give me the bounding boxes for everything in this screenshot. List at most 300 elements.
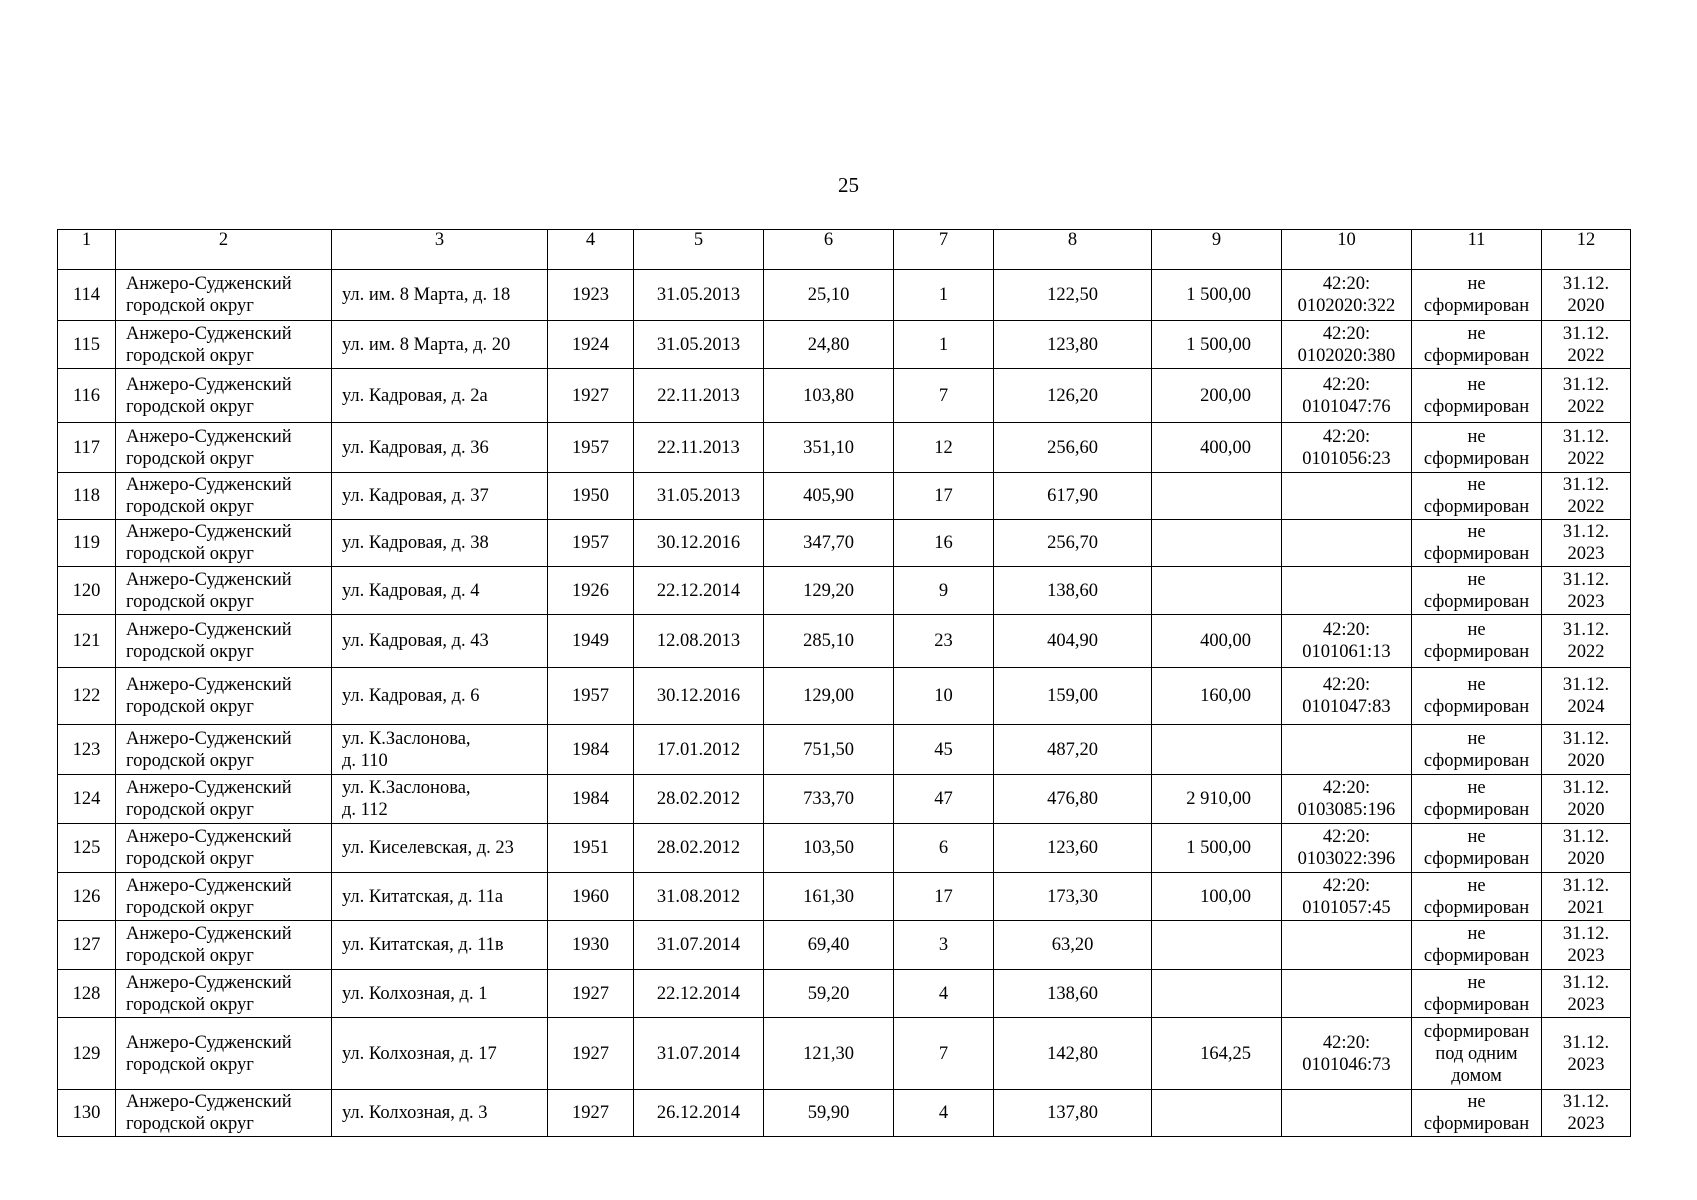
district-cell-line: городской округ [126,396,254,417]
cadastral-number-cell [1282,520,1412,567]
column-9-cell [1152,873,1282,921]
column-8-cell [994,824,1152,873]
year-cell [548,473,634,520]
table-row [58,970,1631,1018]
row-number-cell-line: 127 [72,935,101,955]
address-cell [332,567,548,615]
column-8-cell-line: 173,30 [1047,886,1098,907]
area-cell [764,1018,894,1090]
cadastral-number-cell-line: 42:20: [1322,778,1371,798]
people-cell-line: 16 [934,533,953,553]
people-cell-line: 45 [934,739,953,760]
district-cell-line: городской округ [126,994,254,1015]
area-cell [764,1090,894,1137]
housing-table [57,229,1631,1137]
column-8-cell-line: 617,90 [1047,486,1098,506]
people-cell [894,423,994,473]
land-status-cell [1412,1018,1542,1090]
row-number-cell-line: 121 [72,631,101,651]
area-cell [764,567,894,615]
land-status-cell-line: сформирован [1423,345,1530,366]
column-8-cell-line: 138,60 [1047,983,1098,1004]
column-9-cell-line: 164,25 [1200,1043,1251,1064]
district-cell-line: городской округ [126,544,254,564]
date-cell [634,1090,764,1137]
land-status-cell-line: сформирован [1423,994,1530,1015]
column-header: 2 [116,230,332,270]
people-cell-line: 6 [938,838,949,858]
cadastral-number-cell [1282,921,1412,970]
district-cell [116,824,332,873]
deadline-cell-line: 31.12. [1562,522,1610,542]
cadastral-number-cell-line: 42:20: [1322,827,1371,847]
land-status-cell-line: сформирован [1423,642,1530,662]
deadline-cell-line: 2023 [1567,1114,1605,1134]
area-cell [764,668,894,725]
deadline-cell-line: 31.12. [1562,620,1610,640]
address-cell-line: ул. Колхозная, д. 1 [342,983,488,1004]
column-9-cell [1152,725,1282,775]
district-cell [116,873,332,921]
deadline-cell-line: 31.12. [1562,972,1610,993]
land-status-cell-line: сформирован [1423,448,1530,469]
area-cell-line: 59,90 [807,1103,850,1123]
column-8-cell [994,615,1152,668]
deadline-cell-line: 2020 [1567,750,1605,771]
year-cell [548,970,634,1018]
column-number-row [58,230,1631,270]
district-cell-line: Анжеро-Судженский [126,1032,292,1053]
deadline-cell-line: 31.12. [1562,475,1610,495]
address-cell [332,921,548,970]
table-row [58,921,1631,970]
year-cell-line: 1927 [572,1103,609,1123]
column-8-cell-line: 256,60 [1047,437,1098,458]
year-cell-line: 1951 [572,838,609,858]
area-cell-line: 25,10 [807,285,850,305]
district-cell [116,369,332,423]
address-cell-line: ул. Кадровая, д. 43 [342,631,489,651]
deadline-cell-line: 31.12. [1562,778,1610,798]
cadastral-number-cell [1282,270,1412,321]
cadastral-number-cell-line: 0101057:45 [1302,897,1391,918]
deadline-cell-line: 31.12. [1562,426,1610,447]
table-row [58,1090,1631,1137]
year-cell-line: 1923 [572,285,609,305]
district-cell-line: городской округ [126,1054,254,1075]
column-8-cell [994,321,1152,369]
people-cell-line: 23 [934,631,953,651]
cadastral-number-cell-line: 0103085:196 [1297,800,1396,820]
row-number-cell-line: 129 [72,1043,101,1064]
address-cell-line: ул. Колхозная, д. 17 [342,1043,497,1064]
column-8-cell-line: 256,70 [1047,533,1098,553]
people-cell-line: 4 [938,983,949,1004]
cadastral-number-cell-line: 42:20: [1322,323,1371,344]
land-status-cell-line: сформирован [1423,296,1530,316]
cadastral-number-cell [1282,473,1412,520]
year-cell [548,668,634,725]
land-status-cell-line: сформирован [1423,1021,1530,1042]
table-row [58,321,1631,369]
column-9-cell [1152,1090,1282,1137]
column-9-cell [1152,615,1282,668]
district-cell [116,423,332,473]
row-number-cell [58,321,116,369]
deadline-cell [1542,921,1631,970]
deadline-cell-line: 2022 [1567,497,1605,517]
area-cell [764,423,894,473]
land-status-cell [1412,1090,1542,1137]
address-cell [332,423,548,473]
district-cell-line: Анжеро-Судженский [126,374,292,395]
address-cell-line: ул. им. 8 Марта, д. 20 [342,334,511,355]
deadline-cell [1542,824,1631,873]
date-cell [634,321,764,369]
address-cell-line: ул. К.Заслонова, [342,728,471,749]
land-status-cell-line: не [1467,875,1486,896]
cadastral-number-cell-line: 42:20: [1322,875,1371,896]
cadastral-number-cell-line: 0101046:73 [1302,1054,1391,1075]
deadline-cell-line: 2022 [1567,345,1605,366]
deadline-cell [1542,321,1631,369]
area-cell-line: 129,00 [803,686,854,706]
land-status-cell-line: не [1467,274,1486,294]
land-status-cell [1412,824,1542,873]
land-status-cell-line: не [1467,323,1486,344]
cadastral-number-cell [1282,725,1412,775]
column-9-cell [1152,921,1282,970]
land-status-cell-line: не [1467,1092,1486,1112]
date-cell-line: 22.12.2014 [656,580,741,601]
row-number-cell [58,615,116,668]
people-cell-line: 7 [938,1043,949,1064]
area-cell [764,520,894,567]
deadline-cell [1542,725,1631,775]
column-8-cell-line: 142,80 [1047,1043,1098,1064]
date-cell-line: 28.02.2012 [656,789,741,809]
row-number-cell [58,1018,116,1090]
table-row [58,1018,1631,1090]
column-8-cell [994,873,1152,921]
people-cell-line: 7 [938,385,949,406]
land-status-cell-line: не [1467,972,1486,993]
address-cell [332,615,548,668]
year-cell [548,567,634,615]
district-cell-line: городской округ [126,448,254,469]
district-cell [116,1018,332,1090]
district-cell [116,970,332,1018]
year-cell [548,1090,634,1137]
date-cell-line: 31.07.2014 [656,935,741,955]
column-9-cell [1152,423,1282,473]
cadastral-number-cell [1282,1018,1412,1090]
cadastral-number-cell [1282,824,1412,873]
cadastral-number-cell [1282,615,1412,668]
deadline-cell [1542,775,1631,824]
district-cell-line: Анжеро-Судженский [126,323,292,344]
district-cell [116,921,332,970]
address-cell-line: д. 112 [342,800,388,820]
date-cell-line: 22.12.2014 [656,983,741,1004]
year-cell [548,725,634,775]
row-number-cell [58,520,116,567]
district-cell-line: городской округ [126,697,254,717]
deadline-cell-line: 31.12. [1562,728,1610,749]
land-status-cell-line: сформирован [1423,544,1530,564]
row-number-cell-line: 115 [72,334,101,355]
cadastral-number-cell [1282,369,1412,423]
column-8-cell [994,567,1152,615]
date-cell [634,873,764,921]
cadastral-number-cell-line: 0101047:76 [1302,396,1391,417]
deadline-cell [1542,615,1631,668]
deadline-cell-line: 2023 [1567,591,1605,612]
deadline-cell [1542,1090,1631,1137]
date-cell [634,473,764,520]
column-9-cell [1152,321,1282,369]
date-cell-line: 12.08.2013 [656,631,741,651]
table-row [58,873,1631,921]
district-cell [116,668,332,725]
year-cell-line: 1949 [572,631,609,651]
cadastral-number-cell-line: 0101056:23 [1302,448,1391,469]
address-cell-line: ул. Кадровая, д. 38 [342,533,489,553]
land-status-cell-line: не [1467,620,1486,640]
land-status-cell-line: не [1467,475,1486,495]
table-row [58,668,1631,725]
cadastral-number-cell-line: 0103022:396 [1297,849,1396,869]
land-status-cell-line: не [1467,675,1486,695]
deadline-cell [1542,970,1631,1018]
date-cell [634,520,764,567]
column-8-cell [994,1090,1152,1137]
deadline-cell-line: 2021 [1567,897,1605,918]
district-cell-line: городской округ [126,946,254,966]
district-cell-line: Анжеро-Судженский [126,1092,292,1112]
date-cell-line: 31.05.2013 [656,285,741,305]
district-cell-line: городской округ [126,345,254,366]
column-8-cell-line: 123,60 [1047,838,1098,858]
page-number: 25 [838,173,859,197]
date-cell-line: 31.08.2012 [656,886,741,907]
people-cell-line: 4 [938,1103,949,1123]
year-cell [548,615,634,668]
row-number-cell [58,473,116,520]
row-number-cell-line: 124 [72,789,101,809]
land-status-cell [1412,615,1542,668]
district-cell-line: городской округ [126,497,254,517]
land-status-cell [1412,725,1542,775]
column-8-cell [994,473,1152,520]
land-status-cell [1412,321,1542,369]
deadline-cell-line: 31.12. [1562,675,1610,695]
address-cell-line: д. 110 [342,750,388,771]
row-number-cell-line: 123 [72,739,101,760]
address-cell [332,270,548,321]
date-cell [634,369,764,423]
people-cell-line: 1 [938,334,949,355]
deadline-cell-line: 2020 [1567,849,1605,869]
land-status-cell [1412,668,1542,725]
land-status-cell-line: сформирован [1423,946,1530,966]
date-cell [634,567,764,615]
people-cell [894,921,994,970]
row-number-cell-line: 130 [72,1103,101,1123]
district-cell-line: Анжеро-Судженский [126,675,292,695]
deadline-cell-line: 2023 [1567,544,1605,564]
people-cell [894,567,994,615]
land-status-cell-line: домом [1451,1065,1502,1086]
address-cell [332,321,548,369]
land-status-cell-line: не [1467,778,1486,798]
address-cell [332,873,548,921]
year-cell-line: 1957 [572,437,609,458]
address-cell [332,775,548,824]
date-cell [634,970,764,1018]
column-9-cell [1152,775,1282,824]
area-cell-line: 69,40 [807,935,850,955]
address-cell [332,1090,548,1137]
deadline-cell [1542,567,1631,615]
area-cell [764,473,894,520]
area-cell [764,775,894,824]
address-cell [332,520,548,567]
year-cell [548,369,634,423]
year-cell-line: 1927 [572,385,609,406]
address-cell-line: ул. Колхозная, д. 3 [342,1103,488,1123]
address-cell-line: ул. Кадровая, д. 4 [342,580,480,601]
year-cell-line: 1924 [572,334,609,355]
column-header: 3 [332,230,548,270]
column-8-cell [994,1018,1152,1090]
date-cell-line: 28.02.2012 [656,838,741,858]
land-status-cell [1412,423,1542,473]
district-cell-line: городской округ [126,642,254,662]
row-number-cell-line: 118 [72,486,101,506]
people-cell-line: 17 [934,486,953,506]
district-cell-line: городской округ [126,296,254,316]
table-row [58,520,1631,567]
address-cell [332,369,548,423]
area-cell [764,369,894,423]
column-8-cell [994,775,1152,824]
area-cell-line: 751,50 [803,739,854,760]
row-number-cell [58,1090,116,1137]
land-status-cell-line: сформирован [1423,800,1530,820]
year-cell [548,520,634,567]
people-cell-line: 10 [934,686,953,706]
land-status-cell [1412,921,1542,970]
land-status-cell-line: сформирован [1423,849,1530,869]
column-header: 5 [634,230,764,270]
column-8-cell-line: 137,80 [1047,1103,1098,1123]
column-9-cell-line: 1 500,00 [1186,285,1251,305]
people-cell [894,970,994,1018]
cadastral-number-cell-line: 42:20: [1322,374,1371,395]
address-cell-line: ул. им. 8 Марта, д. 18 [342,285,511,305]
deadline-cell [1542,369,1631,423]
people-cell [894,520,994,567]
column-8-cell [994,668,1152,725]
deadline-cell-line: 2024 [1567,697,1605,717]
people-cell [894,1018,994,1090]
deadline-cell-line: 31.12. [1562,924,1610,944]
year-cell-line: 1930 [572,935,609,955]
people-cell [894,873,994,921]
area-cell [764,921,894,970]
cadastral-number-cell-line: 42:20: [1322,675,1371,695]
row-number-cell-line: 117 [72,437,101,458]
column-8-cell-line: 476,80 [1047,789,1098,809]
year-cell-line: 1960 [572,886,609,907]
column-9-cell-line: 200,00 [1200,385,1251,406]
area-cell-line: 161,30 [803,886,854,907]
district-cell [116,520,332,567]
district-cell-line: Анжеро-Судженский [126,728,292,749]
date-cell-line: 30.12.2016 [656,533,741,553]
people-cell [894,473,994,520]
land-status-cell [1412,567,1542,615]
district-cell [116,775,332,824]
column-9-cell-line: 160,00 [1200,686,1251,706]
column-8-cell-line: 159,00 [1047,686,1098,706]
row-number-cell [58,567,116,615]
land-status-cell-line: сформирован [1423,750,1530,771]
table-row [58,270,1631,321]
date-cell [634,921,764,970]
address-cell-line: ул. Киселевская, д. 23 [342,838,514,858]
deadline-cell-line: 31.12. [1562,827,1610,847]
people-cell [894,369,994,423]
row-number-cell [58,970,116,1018]
row-number-cell [58,824,116,873]
deadline-cell [1542,873,1631,921]
address-cell-line: ул. Кадровая, д. 37 [342,486,489,506]
area-cell [764,321,894,369]
column-8-cell [994,921,1152,970]
district-cell-line: городской округ [126,849,254,869]
year-cell [548,775,634,824]
address-cell-line: ул. Китатская, д. 11а [342,886,504,907]
district-cell-line: Анжеро-Судженский [126,522,292,542]
year-cell [548,321,634,369]
deadline-cell-line: 2023 [1567,994,1605,1015]
cadastral-number-cell-line: 0102020:322 [1297,296,1396,316]
column-8-cell [994,520,1152,567]
deadline-cell-line: 2023 [1567,1054,1605,1075]
district-cell [116,270,332,321]
deadline-cell-line: 2023 [1567,946,1605,966]
area-cell [764,615,894,668]
land-status-cell [1412,270,1542,321]
area-cell [764,873,894,921]
row-number-cell [58,423,116,473]
address-cell-line: ул. Китатская, д. 11в [342,935,504,955]
date-cell-line: 30.12.2016 [656,686,741,706]
district-cell-line: городской округ [126,750,254,771]
area-cell-line: 285,10 [803,631,854,651]
land-status-cell-line: не [1467,426,1486,447]
date-cell-line: 17.01.2012 [656,739,741,760]
column-9-cell [1152,668,1282,725]
year-cell [548,423,634,473]
district-cell [116,567,332,615]
row-number-cell-line: 128 [72,983,101,1004]
people-cell-line: 47 [934,789,953,809]
people-cell [894,615,994,668]
year-cell-line: 1984 [572,789,609,809]
